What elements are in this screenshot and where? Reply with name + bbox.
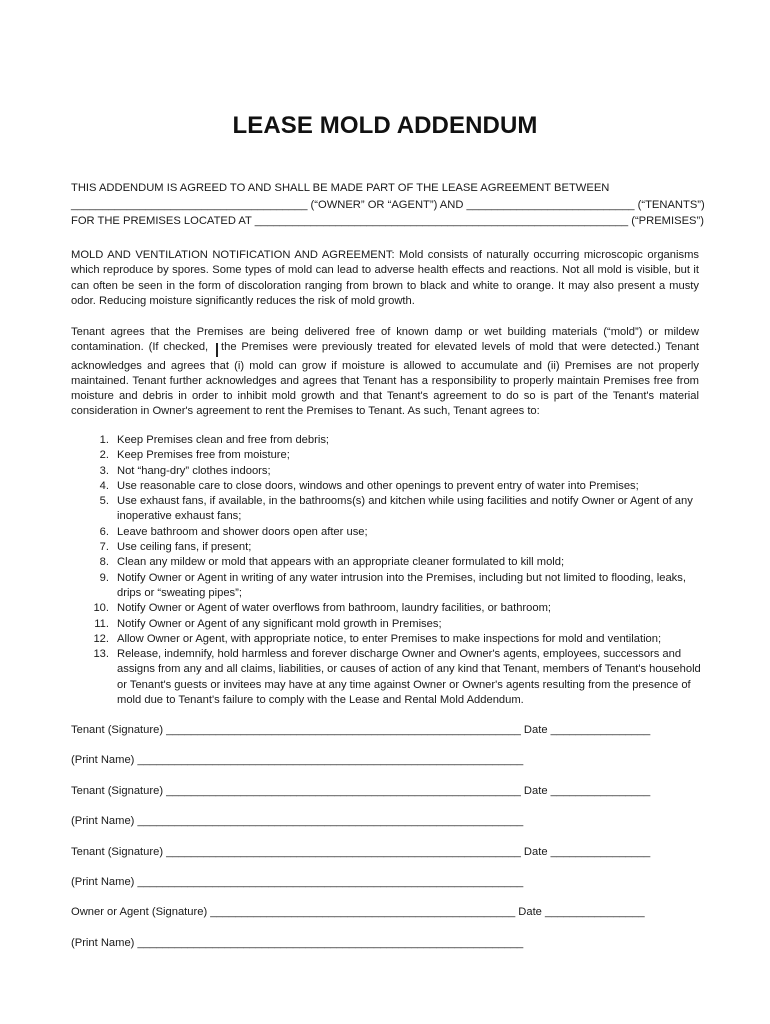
list-item-text: Notify Owner or Agent of water overflows from bathroom, laundry facilities, or bathroom;: [117, 602, 552, 615]
list-item: [71, 464, 701, 479]
list-item-text: Keep Premises free from moisture;: [117, 449, 290, 462]
list-item-number: 6.: [99, 525, 109, 538]
list-item: [71, 433, 701, 448]
list-item-text: Use ceiling fans, if present;: [117, 541, 252, 554]
list-item: [71, 525, 701, 540]
list-item-number: 11.: [94, 617, 109, 630]
list-item-text: Notify Owner or Agent in writing of any water intrusion into the Premises, including but not limited to flooding, leaks, drips or “sweating pipes”;: [117, 571, 686, 599]
list-item: [71, 494, 701, 525]
tenant-obligations-list: [71, 433, 701, 708]
list-item-number: 1.: [99, 434, 109, 446]
list-item: [71, 632, 701, 647]
agreement-text-after: the Premises were previously treated for elevated levels of mold that were detected.) Tenant acknowledges and agrees that (i) mold can grow if moisture is allowed to accumulate and (ii) Premises are not properly maintained. Tenant further acknowledges and agrees that Tenant has a responsibility to properly maintain Premises free from moisture and debris in order to inhibit mold growth and that Tenant's agreement to do so is part of the Tenant's material consideration in Owner's agreement to rent the Premises to Tenant. As such, Tenant agrees to:: [71, 341, 700, 418]
list-item-text: Leave bathroom and shower doors open after use;: [117, 525, 368, 538]
list-item-number: 4.: [99, 479, 109, 492]
list-item-text: Keep Premises clean and free from debris;: [117, 434, 330, 446]
list-item-number: 9.: [99, 571, 109, 584]
previously-treated-checkbox[interactable]: [216, 343, 218, 357]
list-item-text: Not “hang-dry” clothes indoors;: [117, 464, 271, 477]
list-item-number: 12.: [93, 632, 109, 645]
print-name-line-2[interactable]: (Print Name) ______________________________________________________________: [71, 815, 524, 827]
print-name-line-1[interactable]: (Print Name) ______________________________________________________________: [71, 754, 524, 766]
list-item-text: Clean any mildew or mold that appears with an appropriate cleaner formulated to kill mold;: [117, 556, 565, 569]
list-item: [71, 540, 701, 555]
print-name-line-4[interactable]: (Print Name) ______________________________________________________________: [71, 937, 524, 949]
agreement-text-before: Tenant agrees that the Premises are being delivered free of known damp or wet building materials (“mold”) or mildew contamination. (If checked,: [71, 326, 699, 354]
list-item: [71, 448, 701, 463]
mold-notification-paragraph: MOLD AND VENTILATION NOTIFICATION AND AGREEMENT: Mold consists of naturally occurring microscopic organisms which reproduce by spores. Some types of mold can lead to adverse health effects and reactions. Not all mold is visible, but it can often be seen in the form of discoloration ranging from brown to black and white to orange. It may also present a musty odor. Reducing moisture significantly reduces the risk of mold growth.: [71, 249, 699, 307]
list-item-text: Use exhaust fans, if available, in the bathrooms(s) and kitchen while using facilities and notify Owner or Agent of any inoperative exhaust fans;: [117, 495, 693, 523]
intro-line-1: THIS ADDENDUM IS AGREED TO AND SHALL BE MADE PART OF THE LEASE AGREEMENT BETWEEN: [71, 182, 610, 194]
list-item-number: 13.: [93, 648, 109, 661]
list-item: [71, 647, 701, 708]
owner-agent-signature-line[interactable]: Owner or Agent (Signature) _________________________________________________ Date ________________: [71, 906, 645, 918]
list-item: [71, 555, 701, 570]
intro-line-2: ______________________________________ (“OWNER” OR “AGENT”) AND ___________________________ (“TENANTS”): [71, 199, 705, 211]
list-item-text: Allow Owner or Agent, with appropriate notice, to enter Premises to make inspections for mold and ventilation;: [117, 632, 662, 645]
list-item-number: 2.: [99, 449, 109, 462]
list-item-number: 10.: [93, 602, 109, 615]
list-item: [71, 617, 701, 632]
list-item-text: Use reasonable care to close doors, windows and other openings to prevent entry of water into Premises;: [117, 479, 639, 492]
list-item-number: 7.: [99, 541, 109, 554]
intro-line-3: FOR THE PREMISES LOCATED AT ____________________________________________________________ (“PREMISES”): [71, 215, 704, 227]
list-item-text: Notify Owner or Agent of any significant mold growth in Premises;: [117, 617, 442, 630]
list-item: [71, 601, 701, 616]
tenant-signature-line-2[interactable]: Tenant (Signature) _________________________________________________________ Date ________________: [71, 785, 651, 797]
list-item: [71, 479, 701, 494]
tenant-signature-line-3[interactable]: Tenant (Signature) _________________________________________________________ Date ________________: [71, 846, 651, 858]
print-name-line-3[interactable]: (Print Name) ______________________________________________________________: [71, 876, 524, 888]
list-item-number: 5.: [99, 495, 109, 508]
list-item-number: 3.: [99, 464, 109, 477]
tenant-signature-line-1[interactable]: Tenant (Signature) _________________________________________________________ Date ________________: [71, 724, 651, 736]
list-item-text: Release, indemnify, hold harmless and forever discharge Owner and Owner's agents, employees, successors and assigns from any and all claims, liabilities, or causes of action of any kind that Tenant, members of Tenant's household or Tenant's guests or invitees may have at any time against Owner or Owner's agents resulting from the presence of mold due to Tenant's failure to comply with the Lease and Rental Mold Addendum.: [117, 648, 701, 707]
list-item: [71, 571, 701, 602]
document-title: LEASE MOLD ADDENDUM: [232, 112, 538, 139]
tenant-agreement-paragraph: [71, 325, 699, 420]
list-item-number: 8.: [99, 556, 109, 569]
